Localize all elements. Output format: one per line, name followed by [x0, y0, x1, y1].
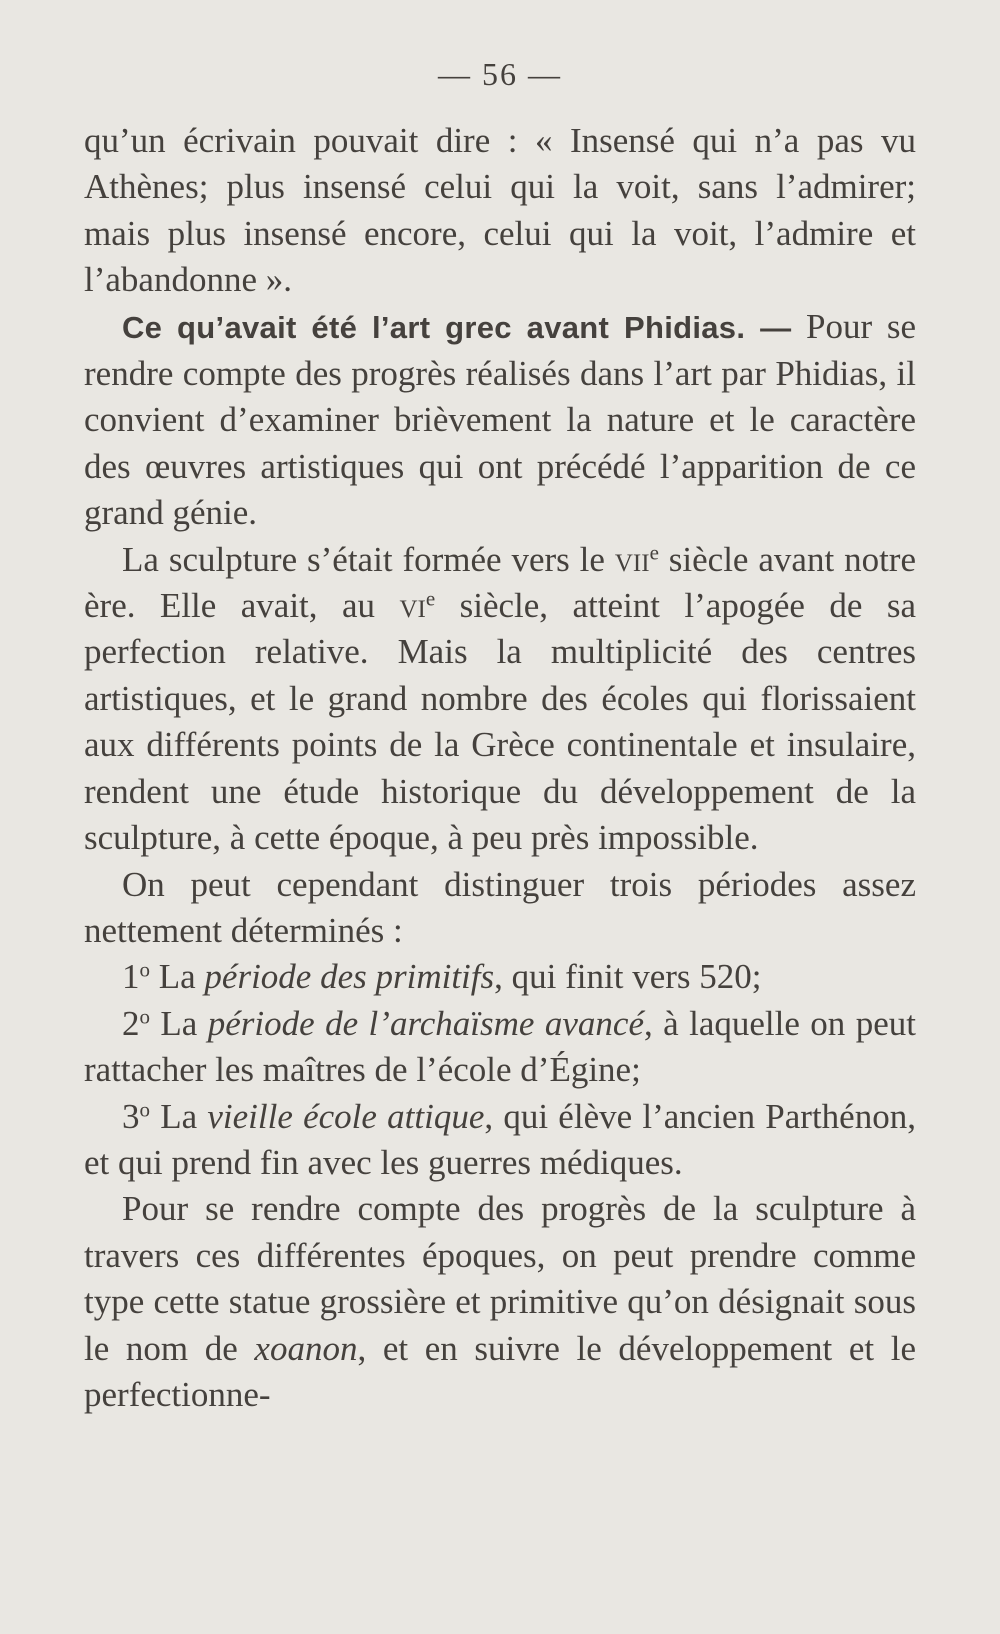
item-lead: La: [150, 957, 205, 997]
paragraph-text: siècle, atteint l’apogée de sa perfection relative. Mais la multiplicité des centres artistiques, et le grand nombre des écoles qui florissaient aux différents points de la Grèce continentale et insulaire, rendent une étude historique du développement de la sculpture, à cette époque, à peu près impossible.: [84, 586, 916, 858]
century-superscript: e: [425, 586, 436, 611]
century-superscript: e: [649, 540, 659, 565]
item-number-superscript: o: [139, 1096, 150, 1121]
paragraph-sculpture: [84, 537, 916, 862]
page-number: — 56 —: [438, 56, 562, 92]
item-italic-term: période de l’archaïsme avancé: [207, 1003, 644, 1043]
item-rest: , qui élève l’ancien Parthénon, et qui prend fin avec les guerres médiques.: [84, 1096, 916, 1182]
list-item-period-2: [84, 1001, 916, 1094]
paragraph-section: [84, 304, 916, 537]
item-number: 1: [122, 957, 140, 997]
paragraph-xoanon: [84, 1186, 916, 1418]
paragraph-text: On peut cependant distinguer trois périodes assez nettement déterminés :: [84, 864, 916, 950]
item-rest: , à laquelle on peut rattacher les maîtres de l’école d’Égine;: [84, 1003, 916, 1090]
paragraph-text: siècle avant notre ère. Elle avait, au: [84, 539, 916, 626]
section-heading: Ce qu’avait été l’art grec avant Phidias. —: [122, 309, 792, 345]
paragraph-text: , et en suivre le développement et le perfectionne-: [84, 1328, 916, 1414]
item-number: 3: [122, 1096, 140, 1136]
item-lead: La: [150, 1003, 208, 1043]
paragraph-text: La sculpture s’était formée vers le: [122, 539, 615, 579]
item-number-superscript: o: [139, 1004, 150, 1029]
paragraph-periods-intro: [84, 862, 916, 955]
item-number-superscript: o: [139, 957, 150, 982]
century-numeral: vi: [399, 586, 426, 626]
italic-term-xoanon: xoanon: [254, 1328, 358, 1368]
item-rest: , qui finit vers 520;: [494, 957, 762, 997]
paragraph-text: Pour se rendre compte des progrès réalisés dans l’art par Phidias, il convient d’examiner brièvement la nature et le caractère des œuvres artistiques qui ont précédé l’apparition de ce grand génie.: [84, 306, 917, 533]
item-italic-term: vieille école attique: [207, 1096, 485, 1136]
item-number: 2: [122, 1003, 140, 1043]
item-lead: La: [150, 1096, 208, 1136]
century-numeral: vii: [614, 539, 650, 579]
list-item-period-1: [84, 954, 916, 1000]
list-item-period-3: [84, 1094, 916, 1187]
paragraph-continuation: [84, 118, 916, 304]
page-body: [84, 118, 916, 1418]
paragraph-text: Pour se rendre compte des progrès de la sculpture à travers ces différentes époques, on peut prendre comme type cette statue grossière et primitive qu’on désignait sous le nom de: [84, 1189, 916, 1368]
paragraph-text: qu’un écrivain pouvait dire : « Insensé qui n’a pas vu Athènes; plus insensé celui qui la voit, sans l’admirer; mais plus insensé encore, celui qui la voit, l’admire et l’abandonne ».: [84, 121, 916, 300]
item-italic-term: période des primitifs: [204, 957, 495, 997]
